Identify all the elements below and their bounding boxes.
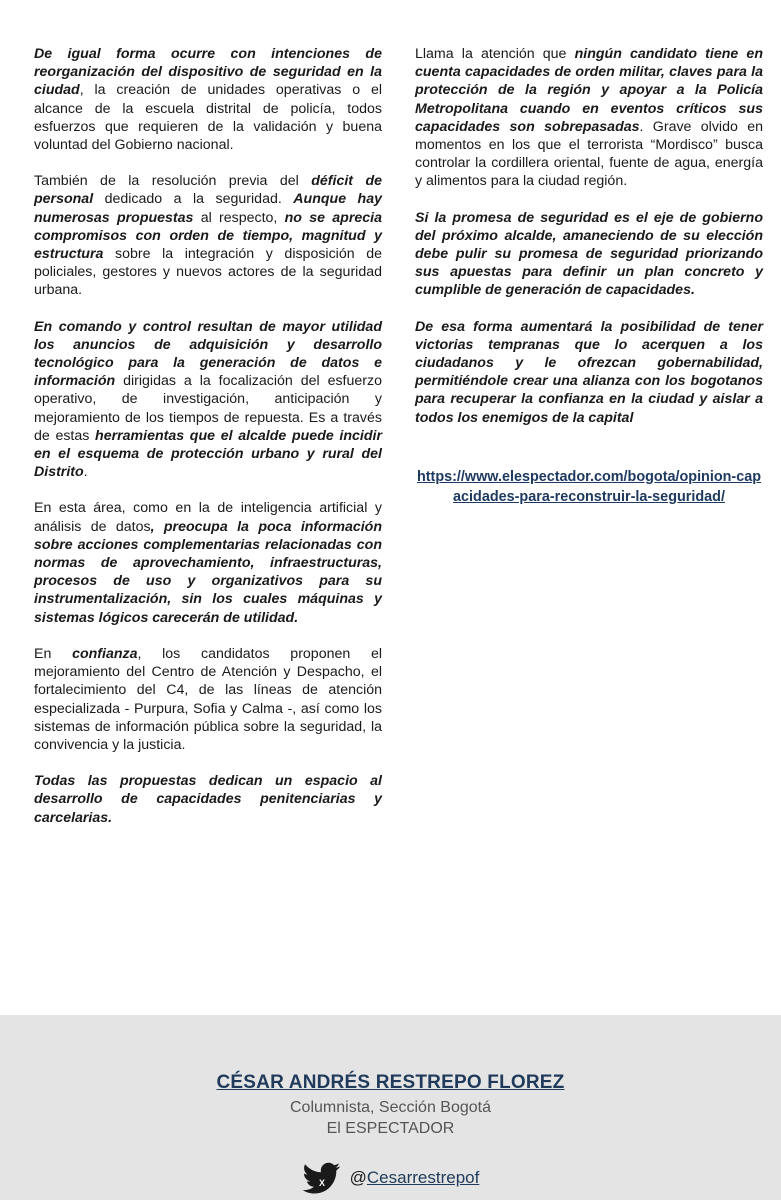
paragraph: [415, 209, 763, 300]
emphasis-text: ningún candidato tiene en cuenta capacidades de orden militar, claves para la protección de la región y apoyar a la Policía Metropolitana cuando en eventos críticos sus capacidades son sobrepasadas: [415, 46, 763, 135]
author-outlet: El ESPECTADOR: [326, 1120, 455, 1137]
paragraph: [415, 318, 763, 427]
left-column: [34, 45, 382, 845]
svg-text:X: X: [318, 1178, 325, 1188]
paragraph: [34, 645, 382, 754]
body-text: También de la resolución previa del: [34, 173, 312, 190]
emphasis-text: herramientas que el alcalde puede incidir en el esquema de protección urbano y rural del Distrito: [34, 427, 382, 481]
body-text: , la creación de unidades operativas o el alcance de la escuela distrital de policía, todos esfuerzos que requieren de la validación y buena voluntad del Gobierno nacional.: [34, 82, 382, 154]
source-link[interactable]: https://www.elespectador.com/bogota/opinion-capacidades-para-reconstruir-la-seguridad/: [416, 468, 762, 505]
emphasis-text: Todas las propuestas dedican un espacio al desarrollo de capacidades penitenciarias y carcelarias.: [34, 773, 382, 826]
emphasis-text: Si la promesa de seguridad es el eje de gobierno del próximo alcalde, amaneciendo de su elección debe pulir su promesa de seguridad priorizando sus apuestas para definir un plan concreto y cumplible de generación de capacidades.: [415, 209, 763, 299]
body-text: dirigidas a la focalización del esfuerzo operativo, de investigación, anticipación y mejoramiento de los tiempos de repuesta. Es a través de estas: [34, 373, 382, 444]
paragraph: [34, 318, 382, 482]
body-text: .: [83, 464, 88, 481]
emphasis-text: confianza: [72, 645, 138, 662]
emphasis-text: De esa forma aumentará la posibilidad de tener victorias tempranas que lo acerquen a los ciudadanos y le ofrezcan gobernabilidad, permitiéndole crear una alianza con los bogotanos para recuperar la confianza en la ciudad y aislar a todos los enemigos de la capital: [415, 318, 763, 426]
body-text: sobre la integración y disposición de policiales, gestores y nuevos actores de la seguridad urbana.: [34, 246, 382, 299]
emphasis-text: , preocupa la poca información sobre acciones complementarias relacionadas con normas de aprovechamiento, infraestructuras, procesos de uso y organizativos para su instrumentalización, sin los cuales máquinas y sistemas lógicos carecerán de utilidad.: [34, 518, 383, 626]
emphasis-text: De igual forma ocurre con intenciones de reorganización del dispositivo de seguridad en la ciudad: [34, 46, 382, 99]
emphasis-text: no se aprecia compromisos con orden de tiempo, magnitud y estructura: [34, 209, 382, 263]
twitter-at: @: [349, 1168, 367, 1187]
twitter-handle[interactable]: [350, 1168, 480, 1188]
paragraph: [34, 499, 382, 626]
author-role: Columnista, Sección Bogotá: [290, 1099, 491, 1116]
twitter-bird-icon: [302, 1160, 342, 1196]
paragraph: [415, 45, 763, 191]
author-footer: [0, 1015, 781, 1200]
paragraph: [34, 772, 382, 827]
twitter-handle-text[interactable]: Cesarrestrepof: [366, 1168, 480, 1187]
body-text: dedicado a la seguridad.: [93, 191, 294, 208]
author-name[interactable]: CÉSAR ANDRÉS RESTREPO FLOREZ: [216, 1072, 565, 1093]
body-text: En esta área, como en la de inteligencia artificial y análisis de datos: [34, 500, 382, 535]
body-text: , los candidatos proponen el mejoramiento del Centro de Atención y Despacho, el fortalecimiento del C4, de las líneas de atención especializada - Purpura, Sofia y Calma -, así como los sistemas de información pública sobre la seguridad, la convivencia y la justicia.: [34, 645, 383, 753]
body-text: En: [34, 645, 73, 662]
paragraph: [34, 172, 382, 299]
body-text: Llama la atención que: [415, 46, 575, 62]
paragraph: [34, 45, 382, 154]
body-text: . Grave olvido en momentos en los que el terrorista “Mordisco” busca controlar la cordillera oriental, fuente de agua, energía y alimentos para la ciudad región.: [415, 118, 763, 190]
body-text: al respecto,: [193, 209, 285, 226]
emphasis-text: Aunque hay numerosas propuestas: [34, 191, 383, 226]
twitter-link[interactable]: [0, 1160, 781, 1196]
emphasis-text: En comando y control resultan de mayor utilidad los anuncios de adquisición y desarrollo tecnológico para la generación de datos e información: [34, 318, 382, 390]
emphasis-text: déficit de personal: [34, 173, 382, 208]
right-column: [415, 45, 763, 507]
